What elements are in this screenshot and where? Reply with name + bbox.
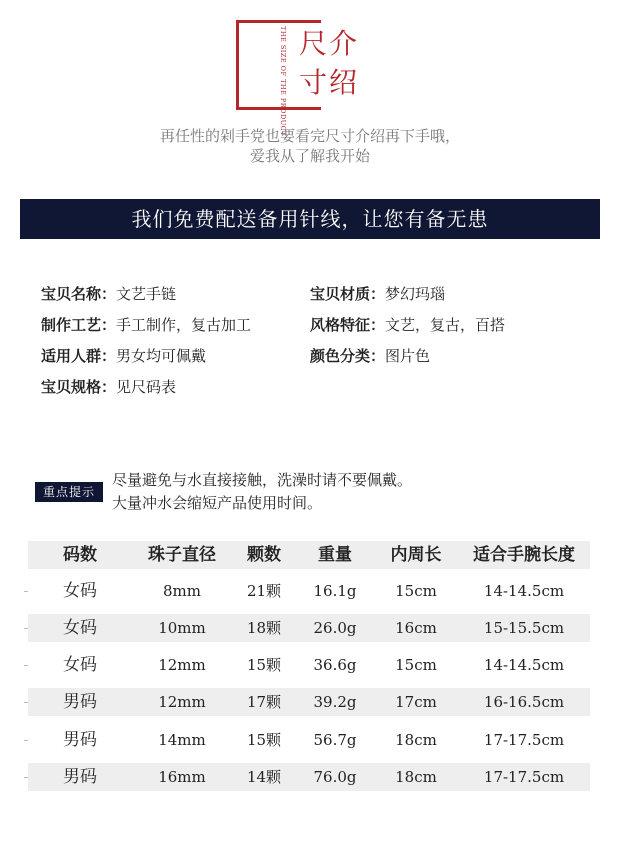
cell-weight: 56.7g <box>313 731 357 749</box>
info-style-key: 风格特征： <box>310 316 386 334</box>
cell-diameter: 8mm <box>163 582 201 600</box>
intro-line-2: 爱我从了解我开始 <box>249 147 370 165</box>
free-thread-banner: 我们免费配送备用针线，让您有备无患 <box>20 199 600 239</box>
info-spec-key: 宝贝规格： <box>41 378 117 396</box>
header-wrist-length: 适合手腕长度 <box>473 545 575 565</box>
info-material <box>310 284 445 304</box>
cell-inner-length: 18cm <box>395 731 437 749</box>
header-bead-count: 颗数 <box>247 545 281 565</box>
table-row <box>28 763 590 791</box>
logo-char-3: 寸 <box>299 66 328 99</box>
cell-weight: 76.0g <box>313 768 357 786</box>
header-size: 码数 <box>63 545 97 565</box>
cell-diameter: 12mm <box>158 693 206 711</box>
cell-inner-length: 16cm <box>395 619 437 637</box>
cell-count: 14颗 <box>246 768 282 786</box>
cell-size: 女码 <box>63 581 97 601</box>
key-tip-badge: 重点提示 <box>35 482 103 502</box>
logo-char-1: 尺 <box>299 27 328 60</box>
cell-wrist-length: 17-17.5cm <box>483 731 565 749</box>
info-color <box>310 346 430 366</box>
table-row <box>28 726 590 754</box>
cell-size: 男码 <box>63 730 97 750</box>
cell-diameter: 16mm <box>158 768 206 786</box>
table-header-row <box>28 541 590 569</box>
logo-char-4: 绍 <box>329 66 358 99</box>
cell-weight: 16.1g <box>313 582 357 600</box>
cell-diameter: 12mm <box>158 656 206 674</box>
cell-size: 女码 <box>63 655 97 675</box>
info-craft <box>41 315 251 335</box>
cell-weight: 39.2g <box>313 693 357 711</box>
tip-line-2: 大量冲水会缩短产品使用时间。 <box>112 494 323 512</box>
info-craft-key: 制作工艺： <box>41 316 117 334</box>
cell-count: 17颗 <box>246 693 282 711</box>
table-row <box>28 651 590 679</box>
info-craft-value: 手工制作，复古加工 <box>116 316 252 334</box>
logo-char-2: 介 <box>329 27 358 60</box>
cell-count: 15颗 <box>246 731 282 749</box>
cell-size: 男码 <box>63 767 97 787</box>
info-color-value: 图片色 <box>385 347 431 365</box>
cell-inner-length: 15cm <box>395 656 437 674</box>
cell-wrist-length: 15-15.5cm <box>483 619 565 637</box>
info-people-key: 适用人群： <box>41 347 117 365</box>
logo-english-text: THE SIZE OF THE PRODUCT <box>279 26 287 136</box>
cell-inner-length: 17cm <box>395 693 437 711</box>
info-people-value: 男女均可佩戴 <box>116 347 207 365</box>
cell-inner-length: 15cm <box>395 582 437 600</box>
info-name-value: 文艺手链 <box>116 285 177 303</box>
cell-size: 男码 <box>63 692 97 712</box>
header-bead-diameter: 珠子直径 <box>148 545 216 565</box>
info-spec <box>41 377 176 397</box>
info-style <box>310 315 505 335</box>
cell-wrist-length: 14-14.5cm <box>483 656 565 674</box>
info-style-value: 文艺，复古，百搭 <box>385 316 506 334</box>
info-name-key: 宝贝名称： <box>41 285 117 303</box>
cell-weight: 36.6g <box>313 656 357 674</box>
cell-size: 女码 <box>63 618 97 638</box>
cell-inner-length: 18cm <box>395 768 437 786</box>
cell-diameter: 14mm <box>158 731 206 749</box>
table-row <box>28 577 590 605</box>
cell-wrist-length: 16-16.5cm <box>483 693 565 711</box>
header-inner-length: 内周长 <box>390 545 442 565</box>
tip-line-1: 尽量避免与水直接接触，洗澡时请不要佩戴。 <box>112 471 413 489</box>
info-spec-value: 见尺码表 <box>116 378 177 396</box>
cell-count: 15颗 <box>246 656 282 674</box>
cell-count: 18颗 <box>246 619 282 637</box>
info-color-key: 颜色分类： <box>310 347 386 365</box>
intro-line-1: 再任性的剁手党也要看完尺寸介绍再下手哦， <box>159 127 460 145</box>
info-name <box>41 284 176 304</box>
info-people <box>41 346 206 366</box>
cell-wrist-length: 14-14.5cm <box>483 582 565 600</box>
cell-count: 21颗 <box>246 582 282 600</box>
info-material-key: 宝贝材质： <box>310 285 386 303</box>
header-weight: 重量 <box>318 545 352 565</box>
table-row <box>28 688 590 716</box>
cell-wrist-length: 17-17.5cm <box>483 768 565 786</box>
info-material-value: 梦幻玛瑙 <box>385 285 446 303</box>
cell-weight: 26.0g <box>313 619 357 637</box>
table-row <box>28 614 590 642</box>
cell-diameter: 10mm <box>158 619 206 637</box>
